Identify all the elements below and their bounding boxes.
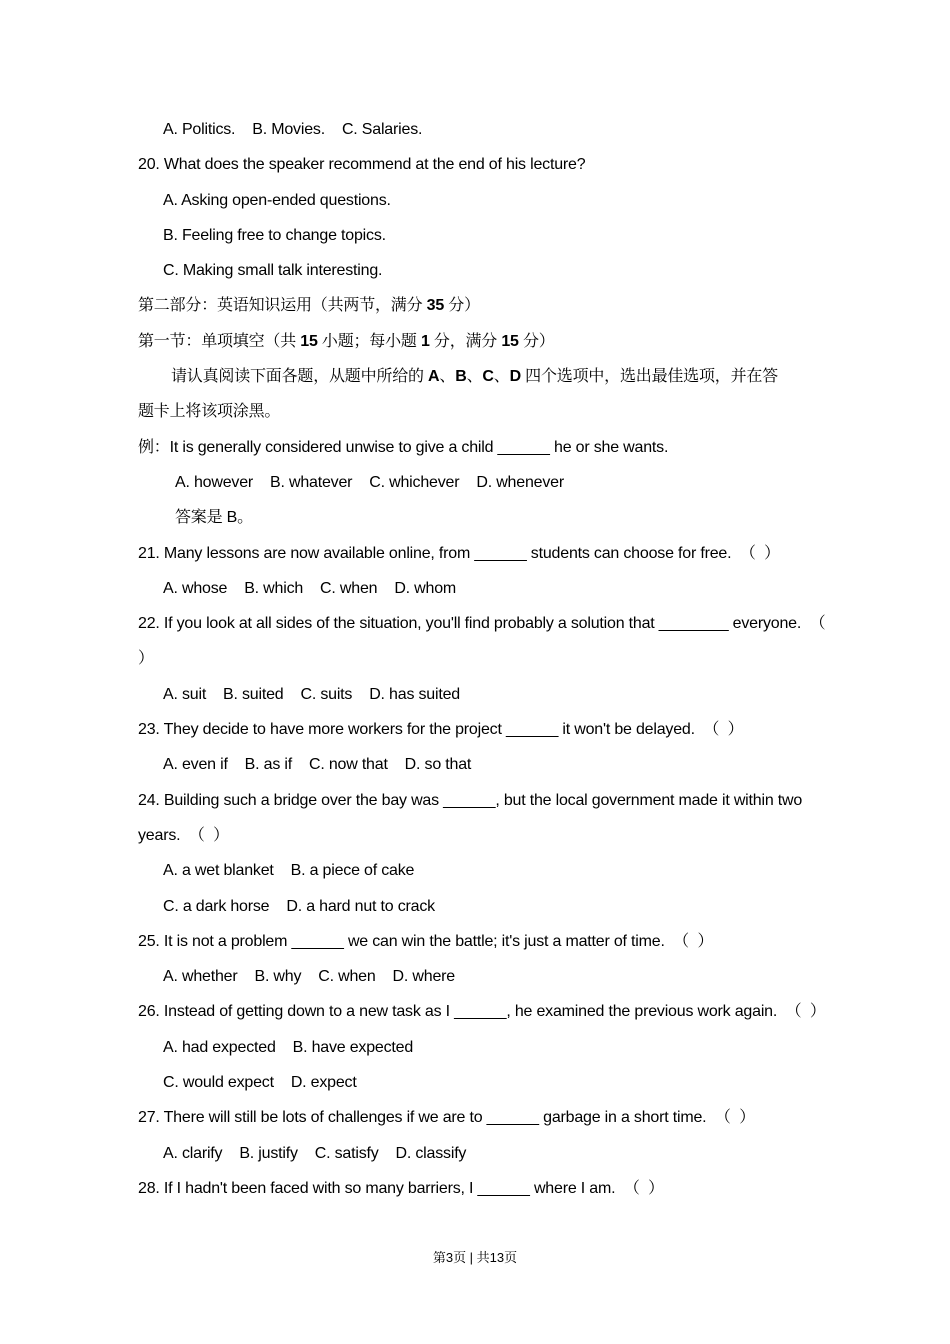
question-line — [138, 924, 930, 959]
bold-text: 1 — [420, 332, 430, 350]
example-line — [138, 430, 930, 465]
option-line — [138, 183, 930, 218]
text: 27. There will still be lots of challenges if we are to ______ garbage in a short time. （ ） — [138, 1109, 755, 1127]
text: ） — [138, 650, 154, 668]
question-line — [138, 1100, 930, 1135]
option-line — [138, 677, 930, 712]
question-line — [138, 818, 930, 853]
text: 、 — [439, 368, 456, 386]
text: 题卡上将该项涂黑。 — [138, 403, 281, 421]
bold-text: 15 — [300, 332, 318, 350]
text: 第一节：单项填空（共 — [138, 332, 301, 350]
option-line — [138, 1030, 930, 1065]
text: B. Feeling free to change topics. — [163, 226, 386, 244]
text: A. suit B. suited C. suits D. has suited — [163, 685, 460, 703]
text: A. even if B. as if C. now that D. so that — [163, 756, 472, 774]
option-line — [138, 747, 930, 782]
section-heading — [138, 324, 930, 359]
text: C. would expect D. expect — [163, 1074, 357, 1092]
text: 例：It is generally considered unwise to give a child ______ he or she wants. — [138, 438, 669, 456]
question-line — [138, 783, 930, 818]
bold-text: B — [455, 368, 467, 386]
option-line — [138, 465, 930, 500]
instruction-line — [138, 359, 930, 394]
text: 分） — [444, 297, 480, 315]
bold-text: C — [482, 368, 494, 386]
text: A. Politics. B. Movies. C. Salaries. — [163, 121, 423, 138]
text: 、 — [493, 368, 510, 386]
option-line — [138, 112, 930, 147]
text: A. whose B. which C. when D. whom — [163, 579, 457, 597]
option-line — [138, 253, 930, 288]
text: A. whether B. why C. when D. where — [163, 968, 455, 986]
text: years. （ ） — [138, 826, 229, 844]
option-line — [138, 1136, 930, 1171]
text: 26. Instead of getting down to a new task as I ______, he examined the previous work again. （ ） — [138, 1003, 826, 1021]
question-line — [138, 994, 930, 1029]
text: C. Making small talk interesting. — [163, 262, 383, 280]
question-line — [138, 606, 930, 641]
option-line — [138, 1065, 930, 1100]
page-footer: 第3页 | 共13页 — [432, 1250, 518, 1265]
example-answer — [138, 500, 930, 535]
option-line — [138, 218, 930, 253]
bold-text: 35 — [426, 297, 445, 315]
question-line — [138, 147, 930, 182]
text: 分，满分 — [429, 332, 502, 350]
text: 24. Building such a bridge over the bay was ______, but the local government made it within two — [138, 791, 803, 809]
text: 25. It is not a problem ______ we can win the battle; it's just a matter of time. （ ） — [138, 932, 714, 950]
text: 答案是 B。 — [175, 509, 253, 527]
text: 20. What does the speaker recommend at the end of his lecture? — [138, 156, 586, 174]
text: 23. They decide to have more workers for the project ______ it won't be delayed. （ ） — [138, 721, 744, 739]
text: A. a wet blanket B. a piece of cake — [163, 862, 415, 880]
text: C. a dark horse D. a hard nut to crack — [163, 897, 435, 915]
instruction-line — [138, 394, 930, 429]
option-line — [138, 959, 930, 994]
option-line — [138, 889, 930, 924]
text: 28. If I hadn't been faced with so many barriers, I ______ where I am. （ ） — [138, 1179, 664, 1197]
bold-text: D — [509, 368, 521, 386]
text: 请认真阅读下面各题，从题中所给的 — [171, 368, 429, 386]
text: A. Asking open-ended questions. — [163, 191, 391, 209]
text: 分） — [518, 332, 555, 350]
text: 第二部分：英语知识运用（共两节，满分 — [138, 297, 427, 315]
text: A. had expected B. have expected — [163, 1038, 414, 1056]
question-line — [138, 712, 930, 747]
question-line — [138, 536, 930, 571]
text: 22. If you look at all sides of the situation, you'll find probably a solution that ________ everyone. （ — [138, 615, 826, 633]
bold-text: 15 — [501, 332, 519, 350]
text: 、 — [466, 368, 483, 386]
question-line — [138, 641, 930, 676]
option-line — [138, 571, 930, 606]
text: A. clarify B. justify C. satisfy D. classify — [163, 1144, 467, 1162]
option-line — [138, 853, 930, 888]
text: A. however B. whatever C. whichever D. whenever — [175, 473, 564, 491]
text: 四个选项中，选出最佳选项，并在答 — [520, 368, 778, 386]
question-line — [138, 1171, 930, 1206]
bold-text: A — [428, 368, 440, 386]
text: 小题；每小题 — [317, 332, 421, 350]
section-heading — [138, 288, 930, 323]
text: 21. Many lessons are now available online, from ______ students can choose for free. （ ） — [138, 544, 780, 562]
